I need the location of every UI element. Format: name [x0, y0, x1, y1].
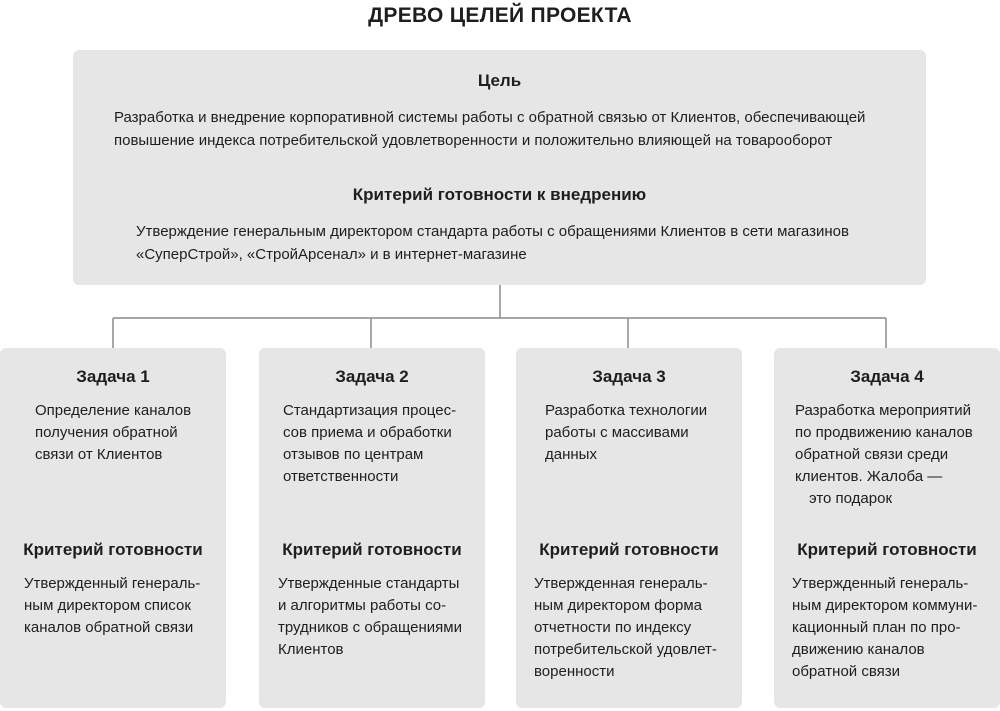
- task-card-1: [0, 348, 226, 708]
- task-card-2: [259, 348, 485, 708]
- task-description-line: по продвижению каналов: [795, 424, 973, 441]
- task-criterion-line: Утвержденный генераль-: [792, 575, 969, 592]
- task-title: Задача 2: [335, 367, 409, 386]
- task-description-line: Разработка мероприятий: [795, 402, 972, 419]
- task-criterion-line: ным директором форма: [534, 597, 702, 614]
- task-description: [283, 400, 456, 488]
- task-title: Задача 4: [850, 367, 924, 386]
- task-criterion-text: [24, 573, 200, 639]
- task-criterion-title: Критерий готовности: [539, 540, 719, 559]
- goal-text-line: Разработка и внедрение корпоративной системы работы с обратной связью от Клиентов, обеспечивающей: [114, 109, 866, 126]
- task-criterion-line: Утвержденный генераль-: [24, 575, 201, 592]
- goal-text-line: повышение индекса потребительской удовлетворенности и положительно влияющей на товарооборот: [114, 132, 833, 149]
- task-description-line: Определение каналов: [35, 402, 192, 419]
- goal-heading: Цель: [477, 71, 522, 90]
- task-description: [795, 400, 973, 510]
- task-title: Задача 3: [592, 367, 666, 386]
- task-card-4: [774, 348, 1000, 708]
- task-criterion-line: движению каналов: [792, 641, 925, 658]
- task-criterion-text: [534, 573, 717, 683]
- task-criterion-title: Критерий готовности: [282, 540, 462, 559]
- task-criterion-line: Утвержденные стандарты: [278, 575, 460, 592]
- task-card-3: [516, 348, 742, 708]
- task-criterion-text: [278, 573, 462, 661]
- task-description-line: Разработка технологии: [545, 402, 708, 419]
- task-criterion-line: Клиентов: [278, 641, 344, 658]
- task-title: Задача 1: [76, 367, 150, 386]
- goal-criterion-heading: Критерий готовности к внедрению: [352, 185, 647, 204]
- task-criterion-title: Критерий готовности: [23, 540, 203, 559]
- task-description-line: получения обратной: [35, 424, 178, 441]
- task-description-line: обратной связи среди: [795, 446, 949, 463]
- task-criterion-line: обратной связи: [792, 663, 901, 680]
- task-description-line: связи от Клиентов: [35, 446, 163, 463]
- task-criterion-line: потребительской удовлет-: [534, 641, 717, 658]
- task-description: [545, 400, 707, 466]
- task-description: [35, 400, 191, 466]
- task-criterion-text: [792, 573, 977, 683]
- task-description-line: клиентов. Жалоба —: [795, 468, 943, 485]
- task-description-line: данных: [545, 446, 597, 463]
- task-criterion-line: воренности: [534, 663, 615, 680]
- task-criterion-title: Критерий готовности: [797, 540, 977, 559]
- task-description-line: Стандартизация процес-: [283, 402, 457, 419]
- task-criterion-line: кационный план по про-: [792, 619, 961, 636]
- task-criterion-line: Утвержденная генераль-: [534, 575, 708, 592]
- task-description-line: это подарок: [809, 490, 893, 507]
- task-description-line: работы с массивами: [545, 424, 689, 441]
- task-criterion-line: отчетности по индексу: [534, 619, 692, 636]
- goal-criterion-line: «СуперСтрой», «СтройАрсенал» и в интернет-магазине: [136, 246, 527, 263]
- task-description-line: сов приема и обработки: [283, 424, 452, 441]
- task-criterion-line: трудников с обращениями: [278, 619, 462, 636]
- task-description-line: ответственности: [283, 468, 399, 485]
- task-criterion-line: ным директором коммуни-: [792, 597, 978, 614]
- task-criterion-line: и алгоритмы работы со-: [278, 597, 447, 614]
- goal-criterion-line: Утверждение генеральным директором стандарта работы с обращениями Клиентов в сети магазинов: [136, 223, 849, 240]
- task-criterion-line: ным директором список: [24, 597, 191, 614]
- page-title: ДРЕВО ЦЕЛЕЙ ПРОЕКТА: [368, 4, 632, 27]
- task-description-line: отзывов по центрам: [283, 446, 424, 463]
- task-criterion-line: каналов обратной связи: [24, 619, 194, 636]
